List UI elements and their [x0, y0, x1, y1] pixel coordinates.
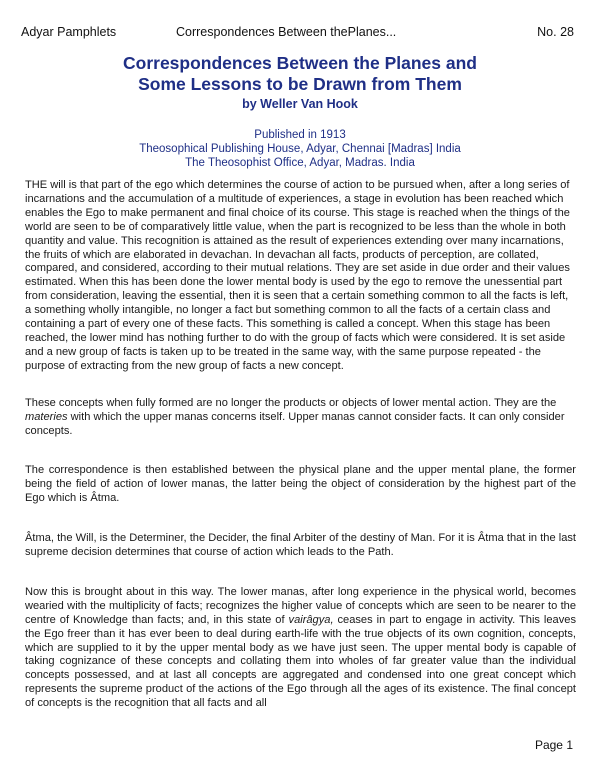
publisher-office: The Theosophist Office, Adyar, Madras. India [185, 157, 415, 169]
header-series: Adyar Pamphlets [21, 25, 117, 39]
publication-year: Published in 1913 [254, 129, 346, 141]
main-title-line-1: Correspondences Between the Planes and [123, 53, 477, 73]
paragraph-2-part-a: These concepts when fully formed are no longer the products or objects of lower mental action. They are the [25, 396, 557, 409]
paragraph-5 [25, 586, 576, 711]
paragraph-5-part-b: ceases in part to engage in activity. This leaves the Ego freer than it has ever been to deal during earth-life with the true objects of its own cognition, concepts, which are supplied to it by the upper mental body as we have just seen. The upper mental body is capable of taking cognizance of these concepts and collating them into wholes of far greater value than the individual concepts possessed, and at last all concepts are aggregated and condensed into one great concept which represents the supreme product of the actions of the Ego through all the ages of its existence. The final concept of concepts is the recognition that all facts and all [25, 613, 576, 710]
header-title: Correspondences Between thePlanes... [176, 25, 397, 39]
page-number: Page 1 [534, 738, 573, 752]
title-block [0, 53, 600, 170]
paragraph-2 [25, 397, 576, 439]
main-title-line-2: Some Lessons to be Drawn from Them [138, 74, 462, 94]
publisher: Theosophical Publishing House, Adyar, Chennai [Madras] India [139, 143, 461, 155]
paragraph-2-emphasis: materies [25, 410, 68, 423]
page-header [21, 25, 574, 39]
body-text [25, 179, 576, 711]
paragraph-1: THE will is that part of the ego which determines the course of action to be pursued when, after a long series of incarnations and the accumulation of a multitude of experiences, a stage in evolution has been reached which enables the Ego to make permanent and final choice of its course. This stage is reached when the things of the world are seen to be of comparatively little value, when the part is recognized to be less than the whole in both quantity and value. This recognition is attained as the result of experiences extending over many incarnations, the fruits of which are elaborated in devachan. In devachan all facts, products of perception, are collated, compared, and considered, according to their mutual relations. They are set aside in due order and their values estimated. When this has been done the lower mental body is used by the ego to remove the unessential part from consideration, leaving the essential, then it is seen that a certain something common to all the facts is left, a something wholly intangible, no longer a fact but something common to all the facts of a certain class and containing a part of every one of these facts. This something is called a concept. When this stage has been reached, the lower mind has nothing further to do with the group of facts which were considered. It is set aside and a new group of facts is taken up to be treated in the same way, with the same purpose repeated - the purpose of extracting from the new group of facts a new concept. [25, 179, 570, 372]
main-title [0, 53, 600, 95]
paragraph-2-part-b: with which the upper manas concerns itself. Upper manas cannot consider facts. It can only consider concepts. [25, 410, 565, 437]
header-number: No. 28 [537, 25, 574, 39]
paragraph-4: Âtma, the Will, is the Determiner, the Decider, the final Arbiter of the destiny of Man. For it is Âtma that in the last supreme decision determines that course of action which leads to the Path. [25, 532, 576, 559]
author: by Weller Van Hook [242, 97, 358, 111]
paragraph-3: The correspondence is then established between the physical plane and the upper mental plane, the former being the field of action of lower manas, the latter being the object of consideration by the highest part of the Ego which is Âtma. [25, 464, 576, 505]
publication-info [0, 128, 600, 170]
paragraph-5-emphasis: vairâgya, [288, 613, 334, 626]
paragraph-5-part-a: Now this is brought about in this way. The lower manas, after long experience in the physical world, becomes wearied with the multiplicity of facts; recognizes the higher value of concepts which are seen to be nearer to the centre of Knowledge than facts; and, in this state of [25, 585, 576, 626]
